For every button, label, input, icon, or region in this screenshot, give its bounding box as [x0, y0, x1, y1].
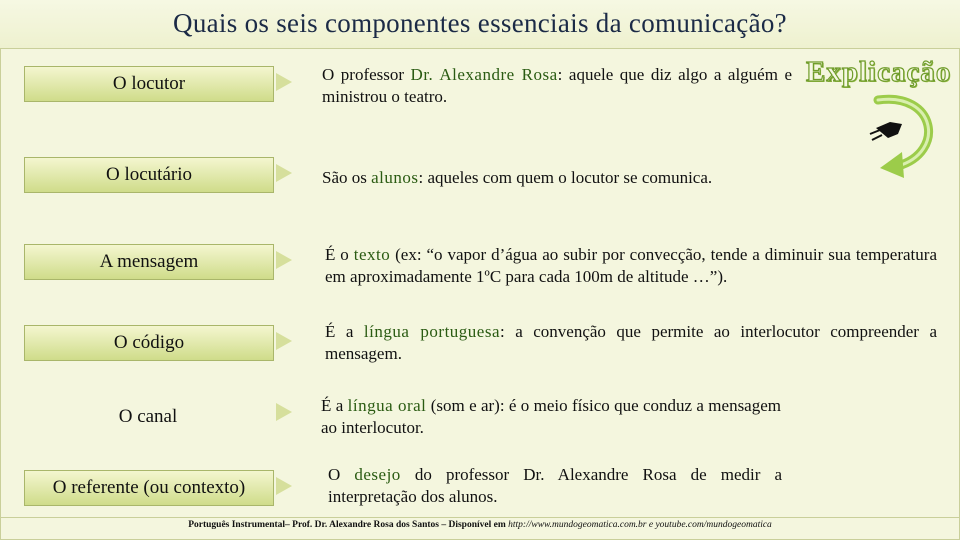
label-locutor: O locutor [24, 66, 274, 102]
arrow-right-icon [276, 403, 292, 421]
desc-codigo-a: É a [325, 322, 364, 341]
label-canal: O canal [118, 406, 178, 427]
desc-mensagem-b: (ex: “o vapor d’água ao subir por convecção, tende a diminuir sua temperatura em aproximadamente 1ºC para cada 100m de altitude …”). [325, 245, 937, 286]
arrow-right-icon [276, 477, 292, 495]
desc-canal [321, 395, 781, 439]
desc-codigo [325, 321, 937, 365]
label-codigo: O código [24, 325, 274, 361]
desc-referente-b: do professor Dr. Alexandre Rosa de medir a interpretação dos alunos. [328, 465, 782, 506]
footer [0, 520, 960, 530]
desc-locutario [322, 167, 802, 189]
arrow-right-icon [276, 73, 292, 91]
desc-mensagem [325, 244, 937, 288]
desc-locutor-a: O professor [322, 65, 411, 84]
footer-url: http://www.mundogeomatica.com.br e youtube.com/mundogeomatica [508, 520, 772, 530]
desc-canal-b: (som e ar): é o meio físico que conduz a mensagem ao interlocutor. [321, 396, 781, 437]
label-locutario: O locutário [24, 157, 274, 193]
arrow-right-icon [276, 251, 292, 269]
explicacao-heading: Explicação [806, 56, 952, 88]
footer-text: Português Instrumental– Prof. Dr. Alexandre Rosa dos Santos – Disponível em [188, 520, 509, 530]
curved-arrow-icon [858, 92, 950, 180]
desc-canal-a: É a [321, 396, 348, 415]
arrow-right-icon [276, 164, 292, 182]
desc-locutor-b: : aquele que diz algo a alguém e ministrou o teatro. [322, 65, 792, 106]
arrow-right-icon [276, 332, 292, 350]
desc-locutario-b: : aqueles com quem o locutor se comunica. [418, 168, 713, 187]
desc-mensagem-a: É o [325, 245, 354, 264]
footer-divider [0, 517, 960, 518]
label-mensagem: A mensagem [24, 244, 274, 280]
slide-title: Quais os seis componentes essenciais da comunicação? [173, 8, 787, 38]
desc-codigo-highlight: língua portuguesa [363, 322, 500, 341]
desc-locutario-a: São os [322, 168, 372, 187]
desc-locutario-highlight: alunos [371, 168, 419, 187]
desc-referente [328, 464, 782, 508]
label-referente: O referente (ou contexto) [24, 470, 274, 506]
desc-referente-a: O [328, 465, 355, 484]
desc-mensagem-highlight: texto [353, 245, 391, 264]
desc-referente-highlight: desejo [354, 465, 401, 484]
desc-locutor-highlight: Dr. Alexandre Rosa [410, 65, 558, 84]
desc-canal-highlight: língua oral [347, 396, 427, 415]
desc-locutor [322, 64, 792, 108]
desc-codigo-b: : a convenção que permite ao interlocutor compreender a mensagem. [325, 322, 937, 363]
